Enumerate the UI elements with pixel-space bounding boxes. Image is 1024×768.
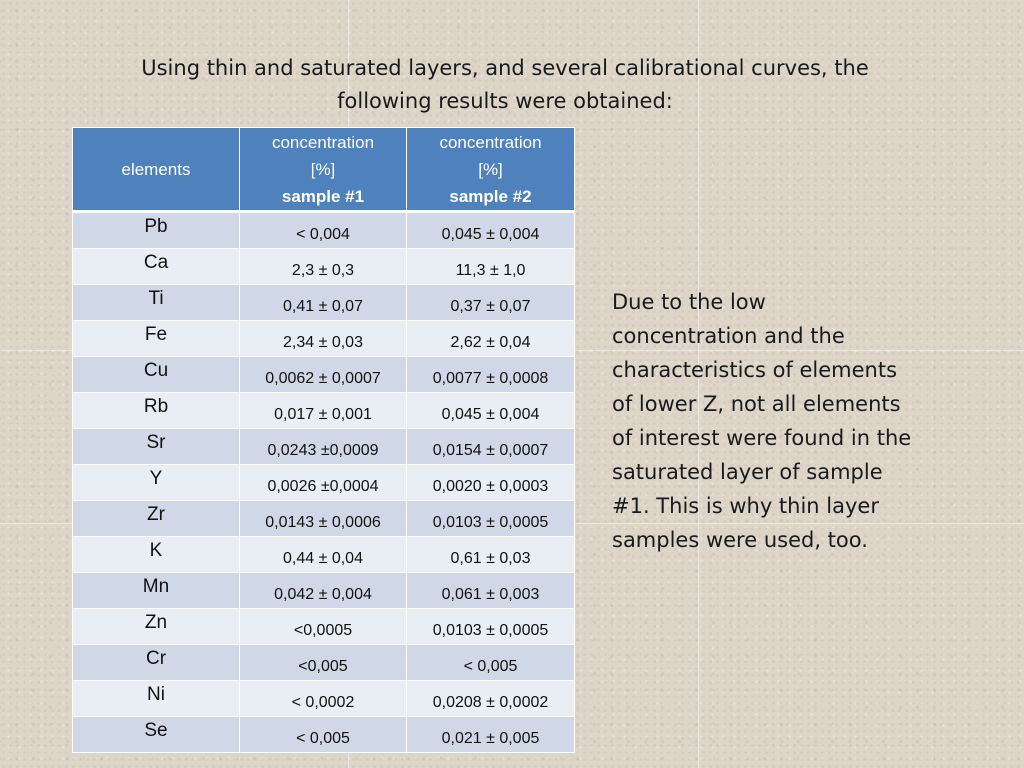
sample-1-cell: 0,41 ± 0,07 bbox=[240, 285, 407, 321]
sample-2-cell: 11,3 ± 1,0 bbox=[407, 249, 575, 285]
sample-1-cell: < 0,004 bbox=[240, 212, 407, 249]
element-cell: Rb bbox=[73, 393, 240, 429]
element-cell: Y bbox=[73, 465, 240, 501]
slide-title bbox=[60, 52, 950, 118]
side-note-line: saturated layer of sample bbox=[612, 460, 883, 484]
sample-1-cell: <0,0005 bbox=[240, 609, 407, 645]
side-note-line: concentration and the bbox=[612, 324, 845, 348]
element-cell: Mn bbox=[73, 573, 240, 609]
element-cell: Ti bbox=[73, 285, 240, 321]
element-cell: Sr bbox=[73, 429, 240, 465]
sample-1-cell: 0,44 ± 0,04 bbox=[240, 537, 407, 573]
side-note bbox=[612, 285, 952, 557]
slide-title-line: Using thin and saturated layers, and several calibrational curves, the bbox=[141, 56, 869, 80]
table-header-row bbox=[73, 128, 575, 212]
element-cell: Ni bbox=[73, 681, 240, 717]
sample-2-cell: 0,0154 ± 0,0007 bbox=[407, 429, 575, 465]
header-elements: elements bbox=[73, 128, 240, 212]
element-cell: Zr bbox=[73, 501, 240, 537]
sample-1-cell: < 0,005 bbox=[240, 717, 407, 753]
side-note-line: samples were used, too. bbox=[612, 528, 868, 552]
element-cell: Pb bbox=[73, 212, 240, 249]
table-row bbox=[73, 573, 575, 609]
table-row bbox=[73, 285, 575, 321]
sample-2-cell: < 0,005 bbox=[407, 645, 575, 681]
header-sample-1 bbox=[240, 128, 407, 212]
table-row bbox=[73, 429, 575, 465]
header-sample-label: sample #2 bbox=[449, 186, 532, 206]
table-row bbox=[73, 249, 575, 285]
table-row bbox=[73, 212, 575, 249]
element-cell: Fe bbox=[73, 321, 240, 357]
side-note-line: of interest were found in the bbox=[612, 426, 912, 450]
header-sample-label: sample #1 bbox=[281, 186, 365, 206]
header-unit-label: [%] bbox=[478, 159, 503, 179]
table-row bbox=[73, 609, 575, 645]
element-cell: Zn bbox=[73, 609, 240, 645]
header-concentration-label: concentration bbox=[271, 132, 375, 152]
sample-2-cell: 0,61 ± 0,03 bbox=[407, 537, 575, 573]
sample-1-cell: 0,042 ± 0,004 bbox=[240, 573, 407, 609]
side-note-line: of lower Z, not all elements bbox=[612, 392, 901, 416]
header-concentration-label: concentration bbox=[439, 132, 542, 152]
sample-1-cell: 0,017 ± 0,001 bbox=[240, 393, 407, 429]
table-row bbox=[73, 681, 575, 717]
sample-1-cell: 0,0143 ± 0,0006 bbox=[240, 501, 407, 537]
element-cell: Cr bbox=[73, 645, 240, 681]
sample-1-cell: 0,0026 ±0,0004 bbox=[240, 465, 407, 501]
table-row bbox=[73, 465, 575, 501]
side-note-line: Due to the low bbox=[612, 290, 766, 314]
header-sample-2 bbox=[407, 128, 575, 212]
sample-2-cell: 0,37 ± 0,07 bbox=[407, 285, 575, 321]
table-row bbox=[73, 393, 575, 429]
side-note-line: #1. This is why thin layer bbox=[612, 494, 879, 518]
sample-2-cell: 0,0077 ± 0,0008 bbox=[407, 357, 575, 393]
table-row bbox=[73, 321, 575, 357]
sample-2-cell: 0,0020 ± 0,0003 bbox=[407, 465, 575, 501]
sample-2-cell: 0,021 ± 0,005 bbox=[407, 717, 575, 753]
slide-title-line: following results were obtained: bbox=[337, 89, 673, 113]
table-row bbox=[73, 645, 575, 681]
sample-2-cell: 0,045 ± 0,004 bbox=[407, 212, 575, 249]
table-row bbox=[73, 357, 575, 393]
sample-2-cell: 0,0103 ± 0,0005 bbox=[407, 609, 575, 645]
element-cell: Ca bbox=[73, 249, 240, 285]
sample-2-cell: 2,62 ± 0,04 bbox=[407, 321, 575, 357]
sample-1-cell: <0,005 bbox=[240, 645, 407, 681]
element-cell: Se bbox=[73, 717, 240, 753]
side-note-line: characteristics of elements bbox=[612, 358, 898, 382]
header-unit-label: [%] bbox=[310, 159, 336, 179]
sample-2-cell: 0,061 ± 0,003 bbox=[407, 573, 575, 609]
sample-1-cell: 2,34 ± 0,03 bbox=[240, 321, 407, 357]
table-row bbox=[73, 537, 575, 573]
table-row bbox=[73, 501, 575, 537]
results-table bbox=[72, 127, 575, 753]
sample-2-cell: 0,045 ± 0,004 bbox=[407, 393, 575, 429]
sample-1-cell: 2,3 ± 0,3 bbox=[240, 249, 407, 285]
sample-2-cell: 0,0103 ± 0,0005 bbox=[407, 501, 575, 537]
table-row bbox=[73, 717, 575, 753]
element-cell: Cu bbox=[73, 357, 240, 393]
sample-1-cell: < 0,0002 bbox=[240, 681, 407, 717]
sample-2-cell: 0,0208 ± 0,0002 bbox=[407, 681, 575, 717]
sample-1-cell: 0,0243 ±0,0009 bbox=[240, 429, 407, 465]
element-cell: K bbox=[73, 537, 240, 573]
sample-1-cell: 0,0062 ± 0,0007 bbox=[240, 357, 407, 393]
